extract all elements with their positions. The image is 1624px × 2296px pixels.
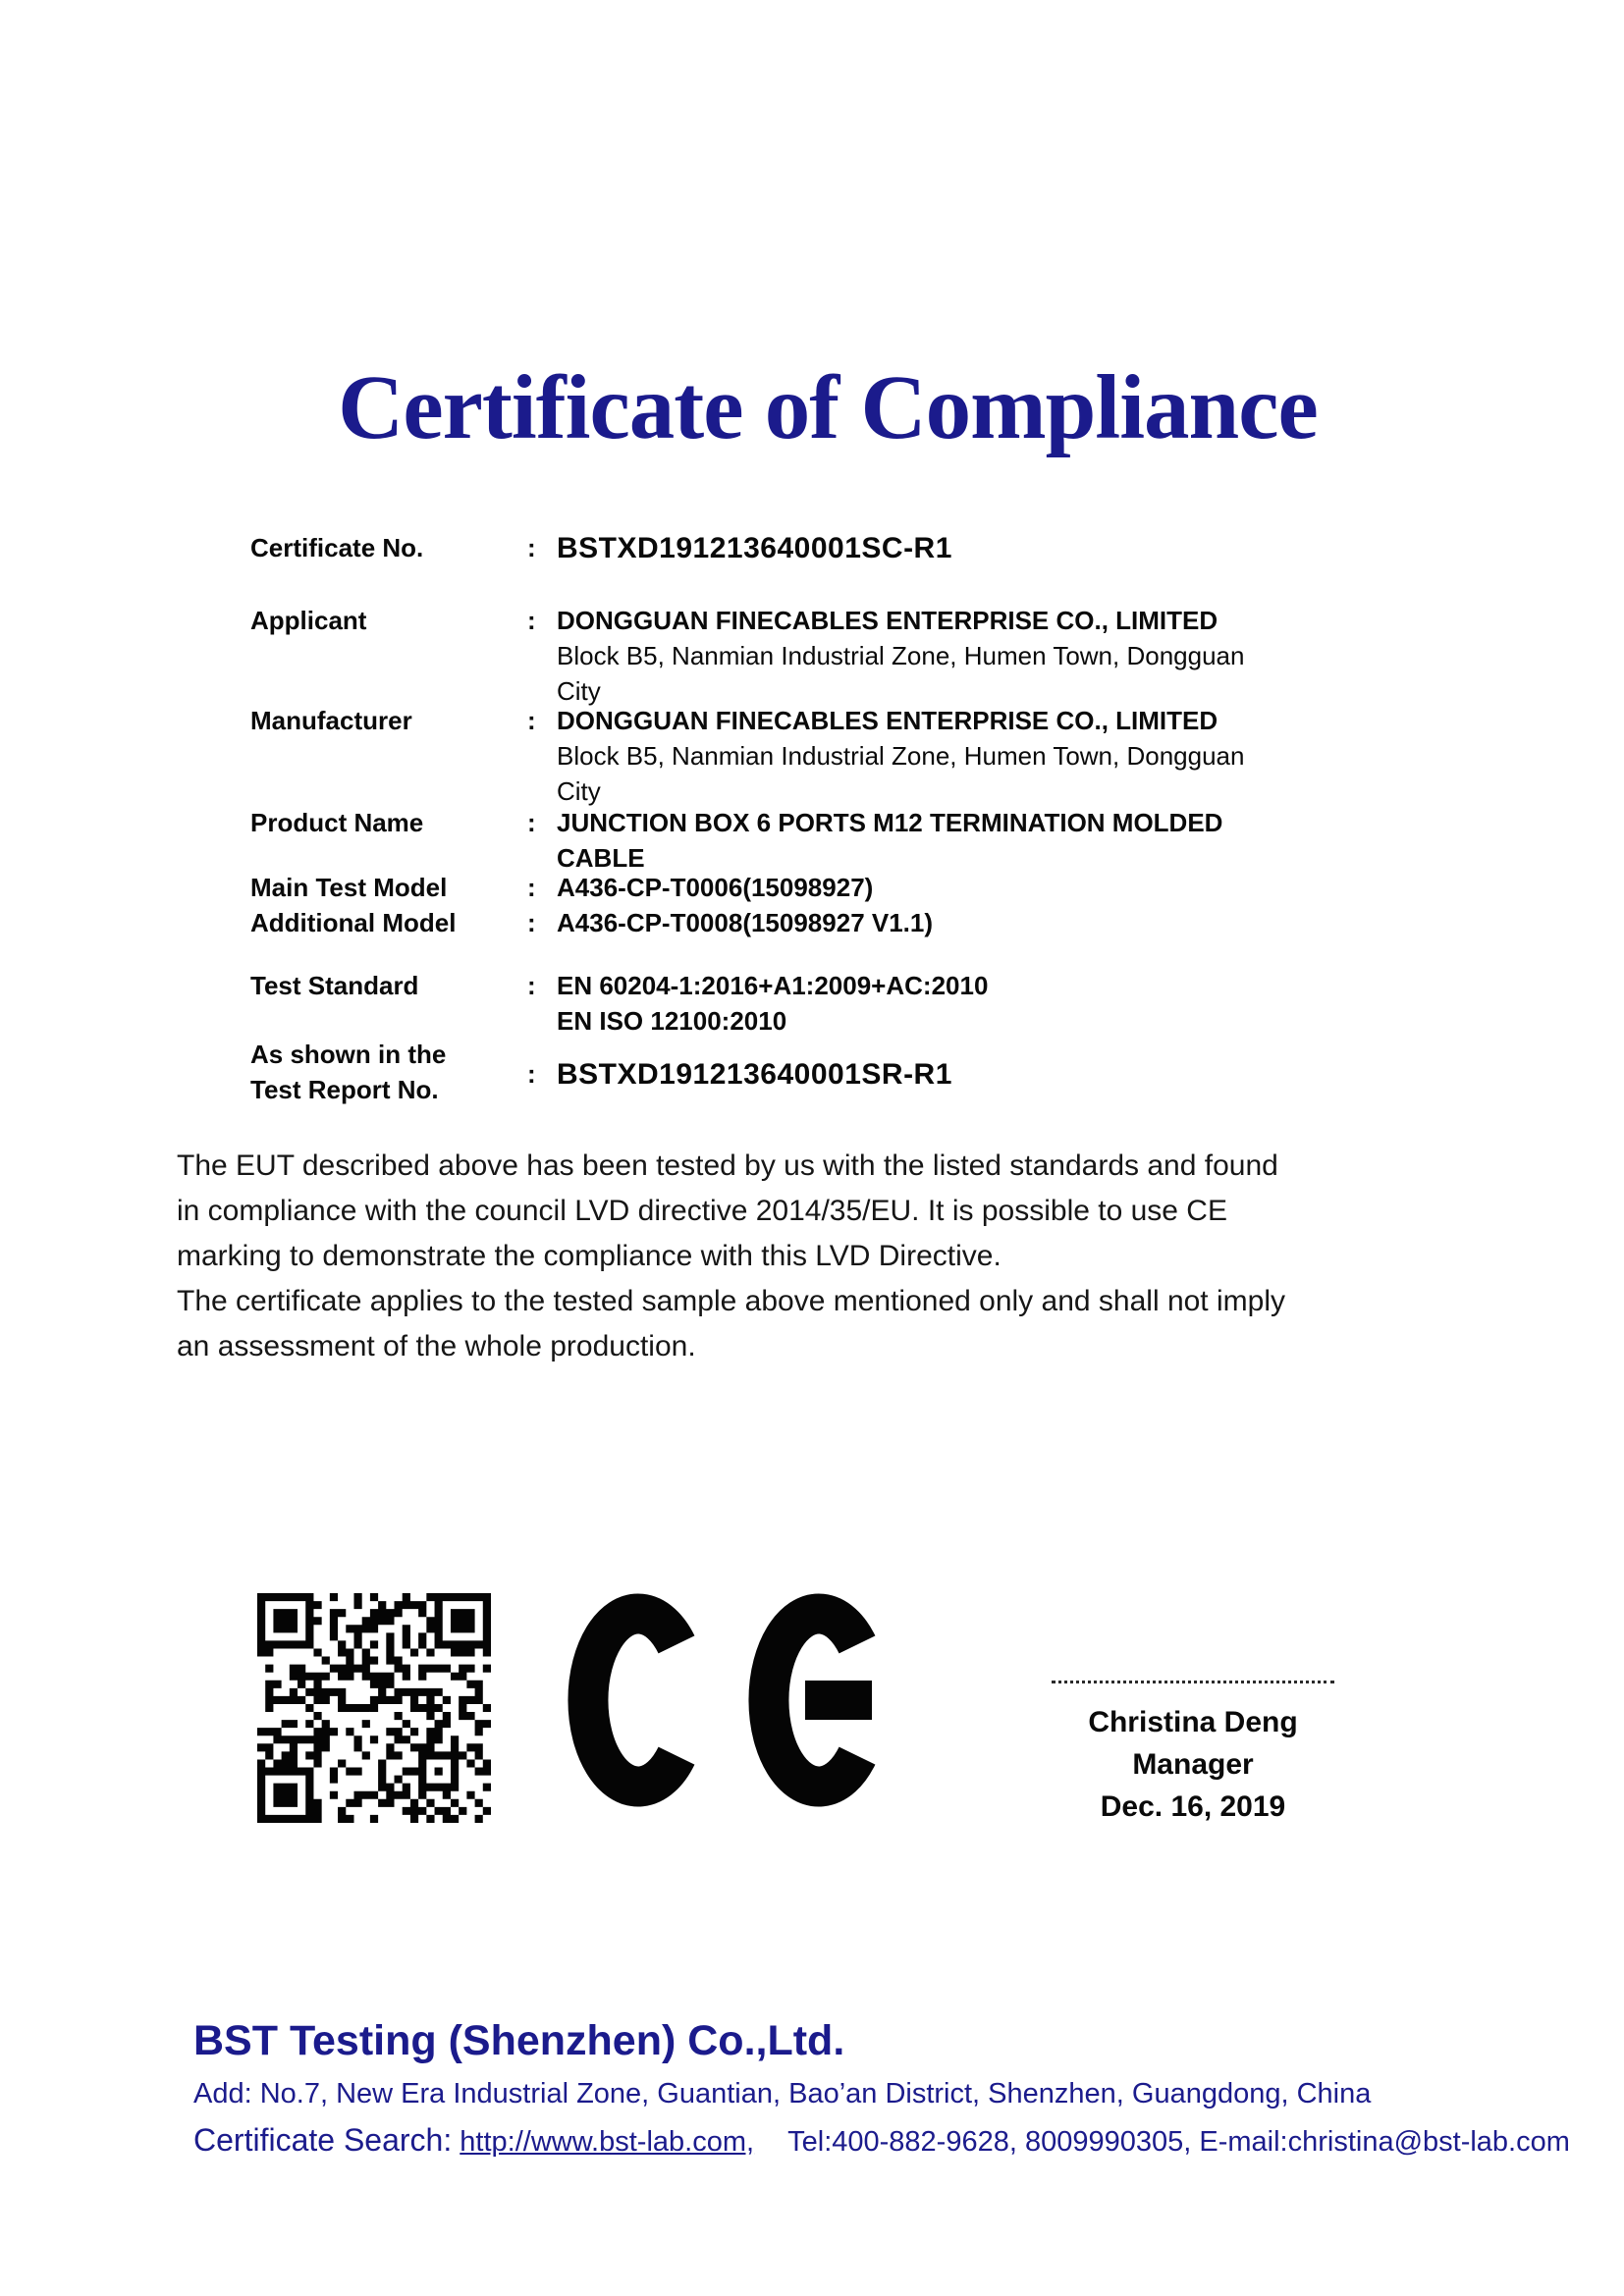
field-colon: : — [527, 873, 536, 902]
field-value-line: DONGGUAN FINECABLES ENTERPRISE CO., LIMITED — [557, 606, 1218, 635]
field-label — [250, 968, 527, 1003]
field-value — [557, 805, 1478, 876]
field-label-line: Product Name — [250, 808, 424, 837]
field-label-line: Main Test Model — [250, 873, 448, 902]
certificate-search-link[interactable]: http://www.bst-lab.com, — [460, 2126, 755, 2158]
field-value-line: JUNCTION BOX 6 PORTS M12 TERMINATION MOLDED — [557, 808, 1223, 837]
field-row — [250, 968, 1478, 1039]
field-row — [250, 603, 1478, 709]
signer-role: Manager — [1132, 1748, 1254, 1781]
field-label — [250, 603, 527, 638]
field-value-line: City — [557, 676, 601, 706]
field-colon: : — [527, 533, 536, 562]
body-text-line: The certificate applies to the tested sample above mentioned only and shall not imply — [177, 1285, 1285, 1317]
field-value-line: EN 60204-1:2016+A1:2009+AC:2010 — [557, 971, 989, 1000]
field-value-line: EN ISO 12100:2010 — [557, 1006, 787, 1036]
field-label-line: As shown in the — [250, 1040, 447, 1069]
body-text-line: The EUT described above has been tested by us with the listed standards and found — [177, 1149, 1278, 1182]
field-value — [557, 870, 1478, 905]
ce-mark-icon — [560, 1588, 884, 1812]
field-value — [557, 968, 1478, 1039]
field-row — [250, 703, 1478, 809]
footer — [193, 2017, 1570, 2160]
field-label-line: Manufacturer — [250, 706, 412, 735]
field-colon: : — [527, 908, 536, 937]
field-label-line: Certificate No. — [250, 533, 424, 562]
signature-block — [1044, 1681, 1342, 1828]
signer-name: Christina Deng — [1088, 1706, 1298, 1738]
field-label-line: Applicant — [250, 606, 367, 635]
field-row — [250, 905, 1478, 940]
field-label-line: Test Report No. — [250, 1075, 439, 1104]
field-colon: : — [527, 606, 536, 635]
field-label-line: Test Standard — [250, 971, 419, 1000]
field-row — [250, 870, 1478, 905]
lab-address: Add: No.7, New Era Industrial Zone, Guantian, Bao’an District, Shenzhen, Guangdong, China — [193, 2078, 1372, 2109]
field-colon: : — [527, 706, 536, 735]
field-value-line: City — [557, 776, 601, 806]
certificate-search-label: Certificate Search: — [193, 2122, 453, 2158]
field-row — [250, 805, 1478, 876]
field-value-line: Block B5, Nanmian Industrial Zone, Humen Town, Dongguan — [557, 741, 1245, 771]
qr-code-icon — [257, 1593, 491, 1823]
field-value — [557, 703, 1478, 809]
certificate-body-text — [177, 1144, 1463, 1369]
field-row — [250, 1037, 1478, 1107]
certificate-title: Certificate of Compliance — [338, 357, 1318, 458]
field-value — [557, 1056, 1478, 1094]
footer-contact-details: Tel:400-882-9628, 8009990305, E-mail:christina@bst-lab.com — [787, 2126, 1570, 2158]
footer-contact-line — [193, 2122, 1570, 2160]
field-label — [250, 805, 527, 840]
field-colon: : — [527, 1059, 536, 1089]
field-value-line: BSTXD191213640001SC-R1 — [557, 532, 952, 564]
lab-company-name: BST Testing (Shenzhen) Co.,Ltd. — [193, 2017, 845, 2064]
field-label — [250, 530, 527, 565]
field-colon: : — [527, 971, 536, 1000]
body-text-line: marking to demonstrate the compliance with this LVD Directive. — [177, 1240, 1001, 1272]
field-value-line: Block B5, Nanmian Industrial Zone, Humen Town, Dongguan — [557, 641, 1245, 670]
field-value-line: A436-CP-T0008(15098927 V1.1) — [557, 908, 934, 937]
field-label — [250, 1037, 527, 1107]
field-label — [250, 870, 527, 905]
body-text-line: an assessment of the whole production. — [177, 1330, 696, 1362]
field-value-line: BSTXD191213640001SR-R1 — [557, 1058, 952, 1091]
field-value — [557, 603, 1478, 709]
field-colon: : — [527, 808, 536, 837]
field-value-line: A436-CP-T0006(15098927) — [557, 873, 874, 902]
field-label — [250, 703, 527, 738]
body-text-line: in compliance with the council LVD directive 2014/35/EU. It is possible to use CE — [177, 1195, 1227, 1227]
field-value — [557, 530, 1478, 567]
signature-date: Dec. 16, 2019 — [1100, 1790, 1286, 1823]
signature-dotted-line — [1052, 1681, 1334, 1683]
field-value — [557, 905, 1478, 940]
field-label-line: Additional Model — [250, 908, 457, 937]
field-label — [250, 905, 527, 940]
field-value-line: DONGGUAN FINECABLES ENTERPRISE CO., LIMITED — [557, 706, 1218, 735]
field-value-line: CABLE — [557, 843, 645, 873]
field-row — [250, 530, 1478, 567]
